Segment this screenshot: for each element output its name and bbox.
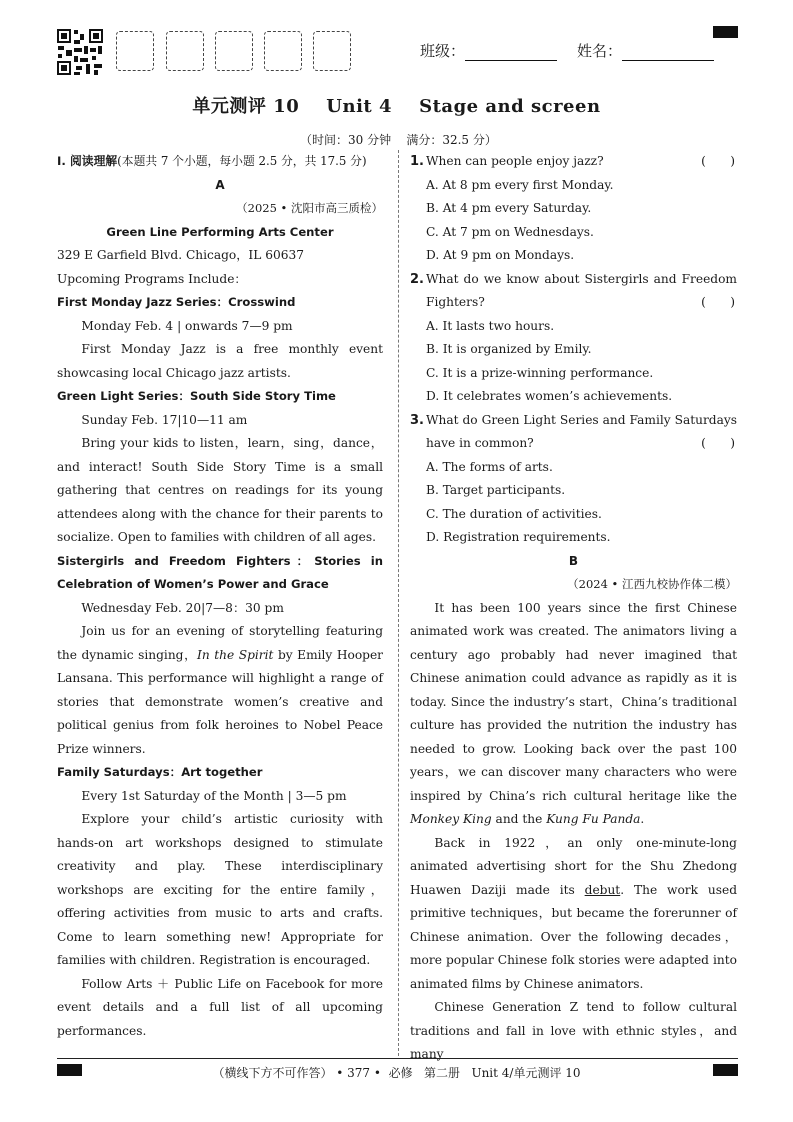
passage-paragraph bbox=[410, 597, 737, 832]
event-title: First Monday Jazz Series：Crosswind bbox=[57, 295, 296, 309]
score-box[interactable] bbox=[215, 31, 253, 71]
event-description-part: by Emily Hooper Lansana. This performance will highlight a range of stories that demonstrate women’s creative and political genius from folk heroines to Nobel Peace Prize winners. bbox=[57, 647, 383, 756]
option[interactable]: C. The duration of activities. bbox=[426, 506, 602, 521]
song-title: In the Spirit bbox=[197, 647, 274, 662]
left-column bbox=[57, 150, 383, 1043]
question-number: 3. bbox=[410, 412, 424, 428]
underlined-word: debut bbox=[584, 882, 621, 897]
name-label: 姓名： bbox=[577, 42, 623, 60]
event-time: Monday Feb. 4 | onwards 7—9 pm bbox=[81, 318, 293, 333]
option[interactable]: D. At 9 pm on Mondays. bbox=[426, 248, 575, 262]
event-time: Sunday Feb. 17|10—11 am bbox=[81, 412, 248, 427]
option[interactable]: A. It lasts two hours. bbox=[426, 318, 555, 333]
passage-paragraph: Chinese Generation Z tend to follow cultural traditions and fall in love with ethnic styles，and many bbox=[410, 1000, 737, 1061]
event-title: Family Saturdays：Art together bbox=[57, 765, 263, 779]
question-prompt: What do we know about Sistergirls and Freedom Fighters? bbox=[426, 271, 737, 309]
event-time: Wednesday Feb. 20|7—8：30 pm bbox=[81, 600, 284, 615]
question-2 bbox=[410, 268, 737, 409]
score-box[interactable] bbox=[313, 31, 351, 71]
address: 329 E Garfield Blvd. Chicago，IL 60637 bbox=[57, 248, 304, 262]
question-number: 2. bbox=[410, 271, 424, 287]
section-heading bbox=[57, 150, 383, 174]
event-description: Explore your child’s artistic curiosity with hands-on art workshops designed to stimulate creativity and play. These interdisciplinary workshops are exciting for the entire family，offering activities from music to arts and crafts. Come to learn something new! Appropriate for families with children. Registration is encouraged. bbox=[57, 812, 383, 967]
name-field[interactable] bbox=[577, 40, 714, 61]
question-text bbox=[426, 409, 737, 456]
footer-line bbox=[57, 1058, 738, 1059]
question-text bbox=[426, 150, 737, 174]
character-name: Monkey King bbox=[410, 812, 492, 826]
question-number: 1. bbox=[410, 154, 424, 169]
class-blank[interactable] bbox=[465, 44, 557, 61]
test-info: （时间：30 分钟 满分：32.5 分） bbox=[300, 133, 497, 147]
class-field[interactable] bbox=[420, 40, 557, 61]
option[interactable]: A. At 8 pm every first Monday. bbox=[426, 177, 614, 192]
score-box[interactable] bbox=[264, 31, 302, 71]
event-title: Sistergirls and Freedom Fighters：Stories in Celebration of Women’s Power and Grace bbox=[57, 553, 383, 591]
option[interactable]: D. It celebrates women’s achievements. bbox=[426, 389, 673, 403]
name-blank[interactable] bbox=[622, 44, 714, 61]
section-title: Ⅰ. 阅读理解 bbox=[57, 154, 118, 168]
paragraph-text: It has been 100 years since the first Chinese animated work was created. The animators living a century ago probably had never imagined that Chinese animation could advance as rapidly as it is today. Since the industry’s start，China’s traditional culture has provided the nutrition the industry has needed to grow. Looking back over the past 100 years，we can discover many characters who were inspired by China’s rich cultural heritage like the bbox=[410, 600, 737, 803]
corner-mark bbox=[713, 26, 738, 38]
page-title: 单元测评 10 Unit 4 Stage and screen bbox=[192, 96, 601, 117]
paragraph-text: Back in 1922，an only one-minute-long animated advertising short for the Shu Zhedong Huawen Daziji made its bbox=[410, 835, 737, 897]
event-description: Bring your kids to listen，learn，sing，dance，and interact! South Side Story Time is a small gathering that centres on readings for its young attendees along with the chance for their parents to socialize. Open to families with children of all ages. bbox=[57, 436, 383, 544]
question-prompt: What do Green Light Series and Family Saturdays have in common? bbox=[426, 412, 737, 450]
question-prompt: When can people enjoy jazz? bbox=[426, 154, 604, 168]
paragraph-text: and the bbox=[491, 812, 547, 826]
option[interactable]: C. It is a prize-winning performance. bbox=[426, 365, 654, 380]
part-b-label: B bbox=[568, 553, 579, 568]
event-description bbox=[57, 620, 383, 761]
answer-blank[interactable]: ( ) bbox=[701, 295, 735, 309]
section-note: (本题共 7 个小题，每小题 2.5 分，共 17.5 分) bbox=[117, 154, 367, 168]
follow-note: Follow Arts ＋ Public Life on Facebook for more event details and a full list of all upcoming performances. bbox=[57, 976, 383, 1038]
right-column bbox=[410, 150, 737, 1067]
option[interactable]: B. Target participants. bbox=[426, 483, 566, 497]
option[interactable]: D. Registration requirements. bbox=[426, 530, 611, 544]
event-title: Green Light Series：South Side Story Time bbox=[57, 389, 336, 403]
center-name: Green Line Performing Arts Center bbox=[106, 224, 334, 239]
column-divider bbox=[398, 150, 399, 1056]
question-3 bbox=[410, 409, 737, 550]
event-time: Every 1st Saturday of the Month | 3—5 pm bbox=[81, 788, 347, 803]
answer-blank[interactable]: ( ) bbox=[701, 436, 735, 450]
part-b-source: （2024 • 江西九校协作体二模） bbox=[567, 577, 737, 591]
part-a-label: A bbox=[215, 177, 225, 192]
question-text bbox=[426, 268, 737, 315]
qr-code-icon bbox=[56, 28, 104, 76]
option[interactable]: B. At 4 pm every Saturday. bbox=[426, 201, 592, 215]
class-label: 班级： bbox=[420, 42, 466, 60]
paragraph-text: . bbox=[640, 812, 645, 826]
page-footer: （横线下方不可作答） • 377 • 必修 第二册 Unit 4/单元测评 10 bbox=[212, 1066, 581, 1080]
character-name: Kung Fu Panda bbox=[546, 812, 641, 826]
option[interactable]: B. It is organized by Emily. bbox=[426, 342, 592, 356]
question-1 bbox=[410, 150, 737, 268]
part-a-source: （2025 • 沈阳市高三质检） bbox=[236, 201, 383, 215]
score-box[interactable] bbox=[166, 31, 204, 71]
event-description: First Monday Jazz is a free monthly event showcasing local Chicago jazz artists. bbox=[57, 342, 383, 380]
passage-paragraph bbox=[410, 832, 737, 997]
upcoming-programs: Upcoming Programs Include： bbox=[57, 271, 247, 286]
option[interactable]: C. At 7 pm on Wednesdays. bbox=[426, 224, 594, 239]
event-description-part: Join us for an evening of storytelling featuring the dynamic singing， bbox=[57, 624, 383, 662]
answer-blank[interactable]: ( ) bbox=[701, 154, 735, 168]
score-box[interactable] bbox=[116, 31, 154, 71]
paragraph-text: . The work used primitive techniques，but became the forerunner of Chinese animation. Over the following decades，more popular Chinese folk stories were adapted into animated films by Chinese animators. bbox=[410, 882, 737, 991]
option[interactable]: A. The forms of arts. bbox=[426, 459, 553, 474]
